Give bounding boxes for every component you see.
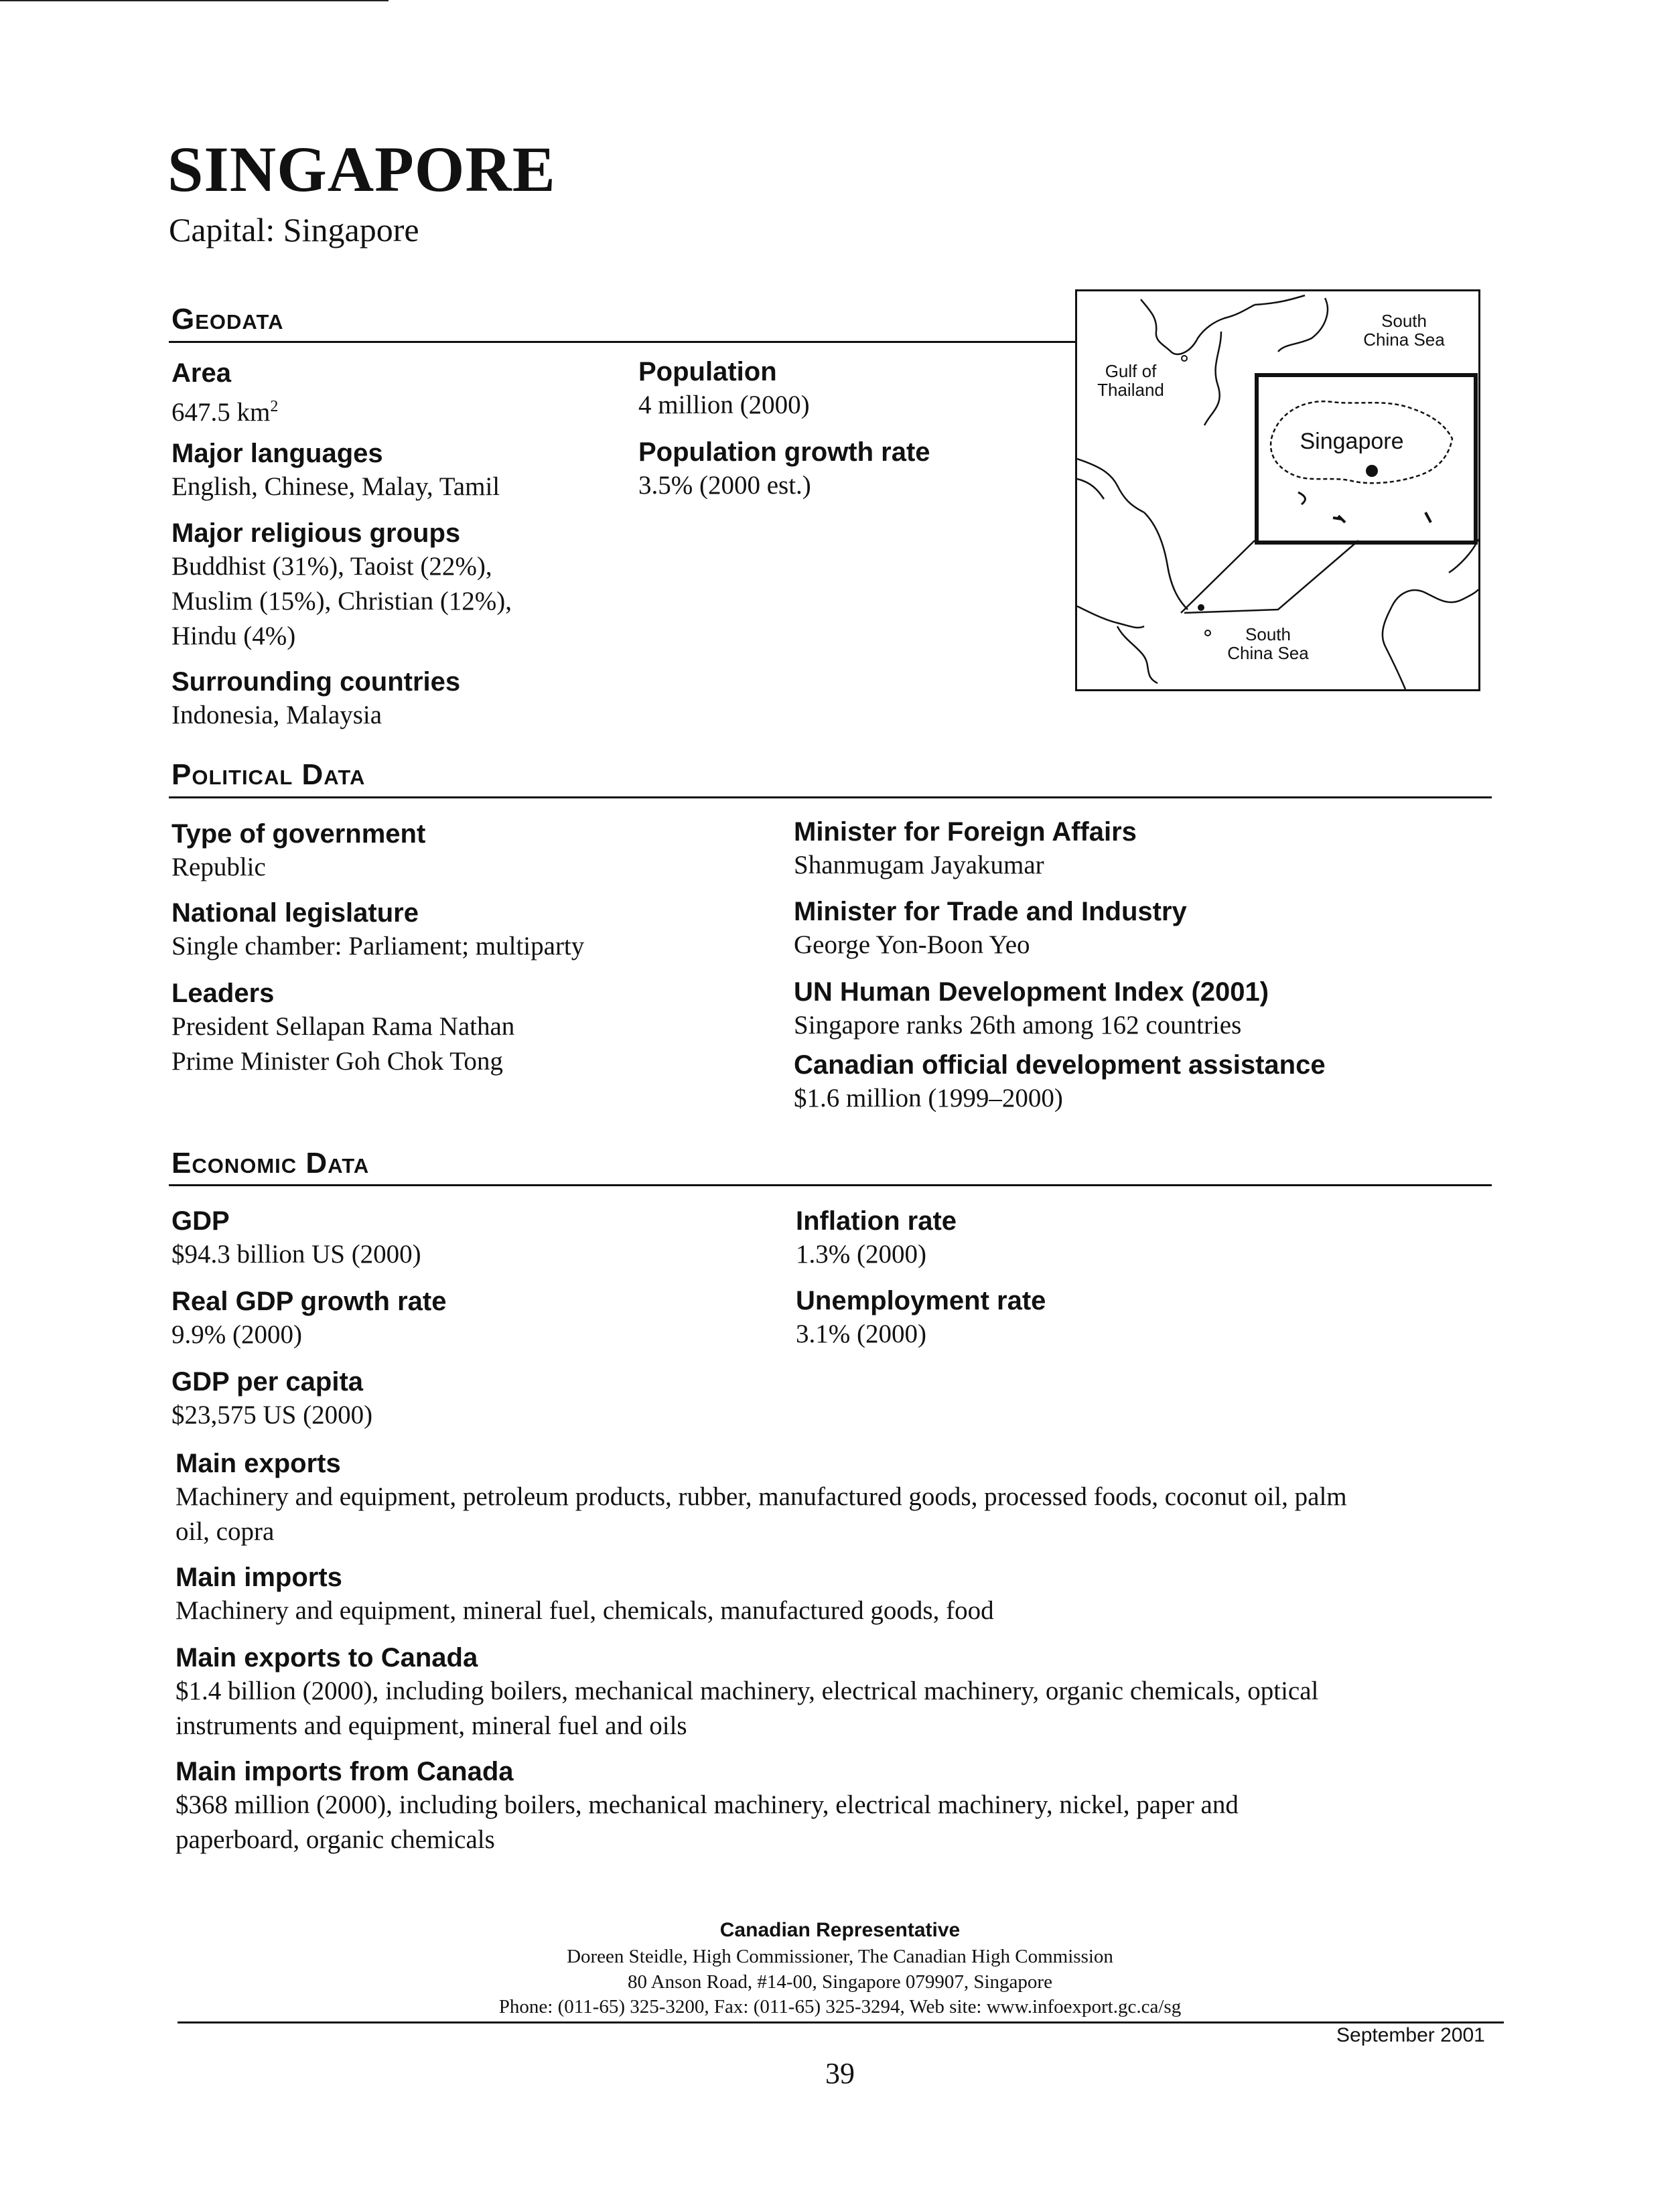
scs-bottom-line-1: South bbox=[1245, 624, 1291, 644]
exports-block bbox=[176, 1450, 1488, 1549]
foreign-minister-block bbox=[794, 819, 1137, 883]
surrounding-label: Surrounding countries bbox=[171, 667, 461, 697]
area-value-text: 647.5 km bbox=[171, 398, 271, 427]
unemployment-value: 3.1% (2000) bbox=[796, 1320, 926, 1348]
religions-line-2: Muslim (15%), Christian (12%), bbox=[171, 587, 512, 616]
religions-block bbox=[171, 520, 512, 654]
area-value bbox=[171, 389, 278, 430]
imports-canada-block bbox=[176, 1758, 1488, 1857]
gdp-block bbox=[171, 1208, 421, 1272]
capital-line: Capital: Singapore bbox=[169, 211, 419, 248]
map-label-singapore: Singapore bbox=[1300, 429, 1404, 454]
per-capita-label: GDP per capita bbox=[171, 1367, 364, 1397]
exports-canada-label: Main exports to Canada bbox=[176, 1643, 478, 1673]
growth-value: 3.5% (2000 est.) bbox=[638, 471, 811, 500]
leaders-line-2: Prime Minister Goh Chok Tong bbox=[171, 1047, 503, 1076]
government-value: Republic bbox=[171, 853, 266, 881]
map-label-gulf-of-thailand bbox=[1091, 362, 1171, 399]
population-label: Population bbox=[638, 357, 777, 386]
per-capita-value: $23,575 US (2000) bbox=[171, 1401, 373, 1429]
hdi-label: UN Human Development Index (2001) bbox=[794, 977, 1269, 1007]
economic-heading: Economic Data bbox=[171, 1147, 370, 1180]
representative-contact-line: Phone: (011-65) 325-3200, Fax: (011-65) 325-3294, Web site: www.infoexport.gc.ca/sg bbox=[498, 1996, 1182, 2017]
growth-block bbox=[638, 439, 930, 503]
exports-label: Main exports bbox=[176, 1449, 341, 1478]
unemployment-label: Unemployment rate bbox=[796, 1286, 1046, 1315]
scan-edge-line bbox=[0, 0, 389, 1]
page-number: 39 bbox=[825, 2057, 855, 2090]
trade-minister-block bbox=[794, 898, 1187, 963]
exports-line-2: oil, copra bbox=[176, 1517, 275, 1546]
surrounding-block bbox=[171, 668, 460, 733]
representative-heading: Canadian Representative bbox=[719, 1919, 961, 1941]
oda-block bbox=[794, 1052, 1326, 1116]
scs-bottom-line-2: China Sea bbox=[1227, 643, 1309, 663]
representative-line-2: 80 Anson Road, #14-00, Singapore 079907, Singapore bbox=[628, 1971, 1052, 1993]
foreign-minister-label: Minister for Foreign Affairs bbox=[794, 817, 1137, 847]
legislature-value: Single chamber: Parliament; multiparty bbox=[171, 932, 585, 961]
inflation-value: 1.3% (2000) bbox=[796, 1240, 926, 1269]
religions-line-3: Hindu (4%) bbox=[171, 622, 296, 650]
foreign-minister-value: Shanmugam Jayakumar bbox=[794, 851, 1044, 879]
exports-line-1: Machinery and equipment, petroleum products, rubber, manufactured goods, processed foods, coconut oil, palm bbox=[176, 1482, 1347, 1511]
exports-canada-line-2: instruments and equipment, mineral fuel and oils bbox=[176, 1711, 687, 1740]
area-superscript: 2 bbox=[270, 398, 279, 415]
gdp-value: $94.3 billion US (2000) bbox=[171, 1240, 421, 1269]
exports-canada-line-1: $1.4 billion (2000), including boilers, mechanical machinery, electrical machinery, organic chemicals, optical bbox=[176, 1677, 1319, 1705]
hdi-value: Singapore ranks 26th among 162 countries bbox=[794, 1011, 1242, 1040]
legislature-block bbox=[171, 900, 584, 964]
imports-canada-line-2: paperboard, organic chemicals bbox=[176, 1825, 495, 1854]
languages-label: Major languages bbox=[171, 439, 383, 468]
country-title: SINGAPORE bbox=[167, 133, 556, 205]
population-value: 4 million (2000) bbox=[638, 390, 810, 419]
oda-label: Canadian official development assistance bbox=[794, 1050, 1326, 1080]
geodata-heading: Geodata bbox=[171, 303, 284, 336]
location-map bbox=[1075, 289, 1480, 691]
gdp-label: GDP bbox=[171, 1206, 230, 1236]
scs-top-line-1: South bbox=[1381, 311, 1427, 331]
trade-minister-value: George Yon-Boon Yeo bbox=[794, 930, 1030, 959]
geodata-rule bbox=[169, 341, 1075, 343]
real-growth-value: 9.9% (2000) bbox=[171, 1320, 302, 1349]
hdi-block bbox=[794, 979, 1269, 1043]
leaders-line-1: President Sellapan Rama Nathan bbox=[171, 1012, 515, 1041]
area-label: Area bbox=[171, 358, 231, 388]
exports-canada-block bbox=[176, 1644, 1488, 1744]
languages-block bbox=[171, 440, 500, 504]
leaders-block bbox=[171, 980, 514, 1079]
government-block bbox=[171, 821, 425, 885]
map-label-south-china-sea-bottom bbox=[1214, 625, 1322, 662]
religions-line-1: Buddhist (31%), Taoist (22%), bbox=[171, 552, 492, 581]
population-block bbox=[638, 358, 810, 423]
map-label-south-china-sea-top bbox=[1350, 311, 1458, 349]
religions-label: Major religious groups bbox=[171, 518, 461, 548]
real-growth-label: Real GDP growth rate bbox=[171, 1287, 447, 1316]
imports-block bbox=[176, 1564, 1488, 1628]
imports-canada-line-1: $368 million (2000), including boilers, mechanical machinery, electrical machinery, nickel, paper and bbox=[176, 1790, 1239, 1819]
inflation-block bbox=[796, 1208, 957, 1272]
real-growth-block bbox=[171, 1288, 446, 1352]
per-capita-block bbox=[171, 1368, 372, 1433]
legislature-label: National legislature bbox=[171, 898, 419, 928]
scs-top-line-2: China Sea bbox=[1363, 330, 1445, 350]
political-rule bbox=[169, 796, 1492, 798]
imports-value: Machinery and equipment, mineral fuel, chemicals, manufactured goods, food bbox=[176, 1596, 994, 1625]
leaders-label: Leaders bbox=[171, 979, 275, 1008]
imports-canada-label: Main imports from Canada bbox=[176, 1757, 514, 1786]
representative-line-1: Doreen Steidle, High Commissioner, The Canadian High Commission bbox=[567, 1946, 1113, 1967]
oda-value: $1.6 million (1999–2000) bbox=[794, 1084, 1063, 1113]
political-heading: Political Data bbox=[171, 758, 366, 791]
growth-label: Population growth rate bbox=[638, 437, 930, 467]
publication-date: September 2001 bbox=[1336, 2024, 1485, 2046]
government-label: Type of government bbox=[171, 819, 426, 849]
imports-label: Main imports bbox=[176, 1563, 342, 1592]
area-block bbox=[171, 360, 278, 430]
economic-rule bbox=[169, 1184, 1492, 1186]
trade-minister-label: Minister for Trade and Industry bbox=[794, 897, 1187, 926]
unemployment-block bbox=[796, 1287, 1046, 1352]
footer-rule bbox=[178, 2021, 1504, 2023]
gulf-line-2: Thailand bbox=[1097, 380, 1164, 400]
inflation-label: Inflation rate bbox=[796, 1206, 957, 1236]
surrounding-value: Indonesia, Malaysia bbox=[171, 701, 382, 729]
languages-value: English, Chinese, Malay, Tamil bbox=[171, 472, 500, 501]
gulf-line-1: Gulf of bbox=[1105, 361, 1157, 381]
